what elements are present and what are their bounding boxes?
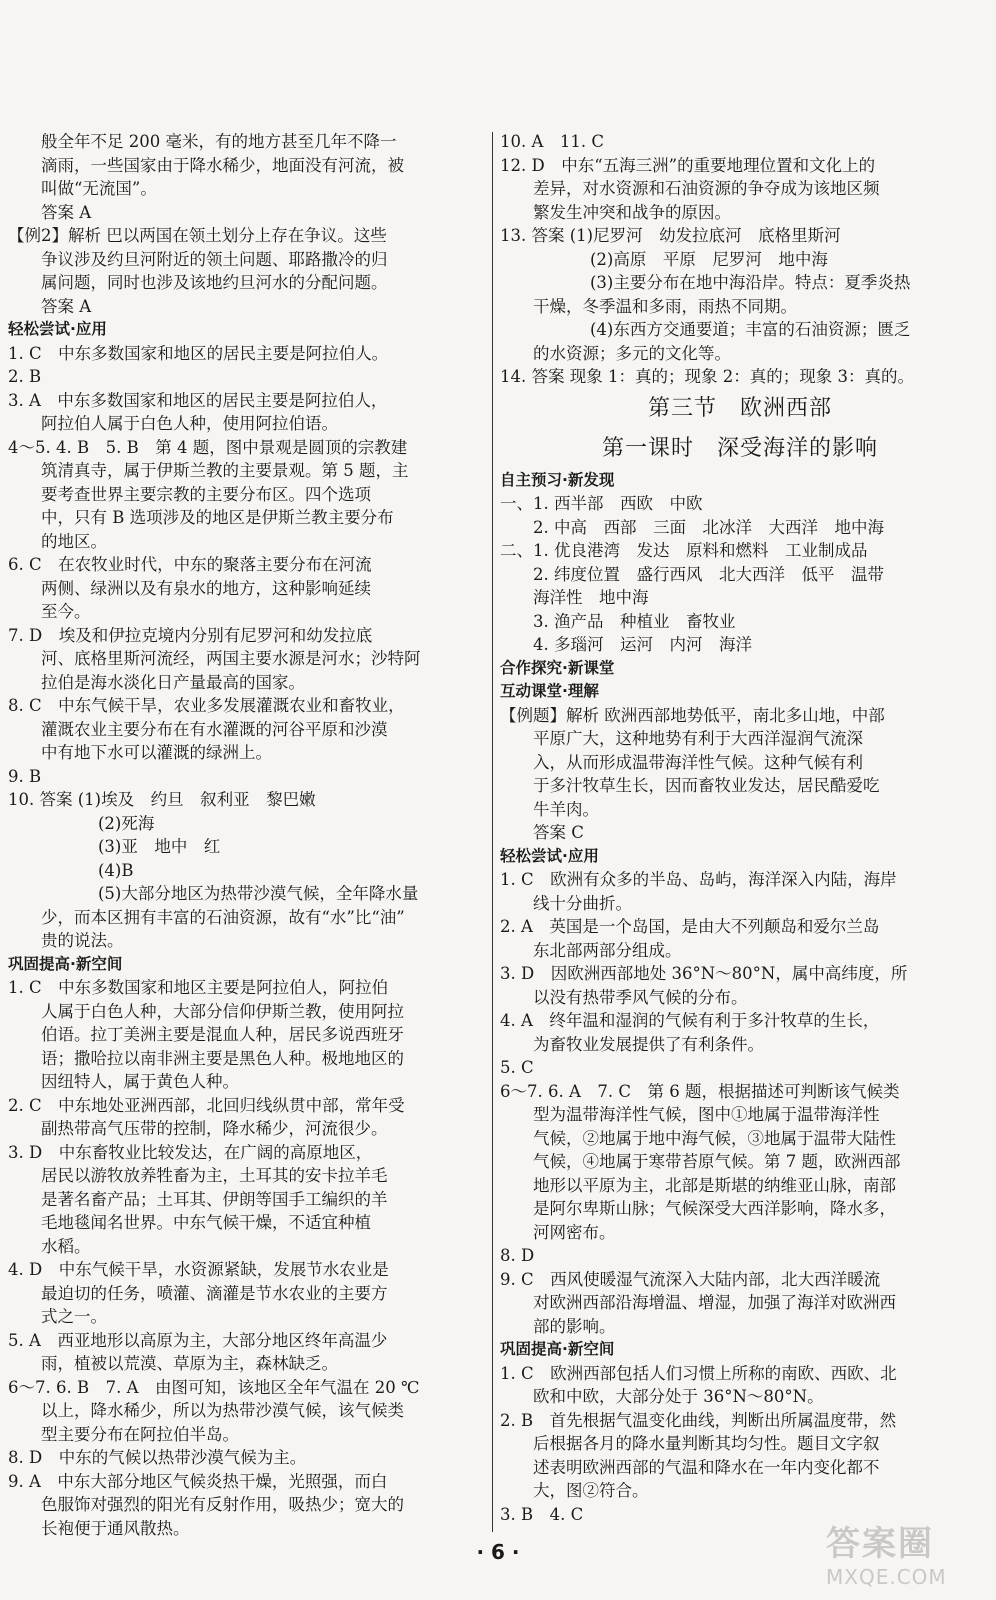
- text-line: 4. A 终年温和湿润的气候有利于多汁牧草的生长，: [500, 1011, 880, 1030]
- text-line: 2. B 首先根据气温变化曲线，判断出所属温度带，然: [500, 1410, 897, 1430]
- text-line: 贵的说法。: [41, 931, 124, 950]
- text-line: 入，从而形成温带海洋性气候。这种气候有利: [533, 752, 863, 772]
- section-heading: 巩固提高·新空间: [500, 1340, 615, 1358]
- section-title: 第三节 欧洲西部: [647, 395, 832, 421]
- text-line: 两侧、绿洲以及有泉水的地方，这种影响延续: [41, 578, 371, 598]
- text-line: 3. B 4. C: [500, 1504, 584, 1524]
- text-line: 答案 A: [41, 202, 92, 222]
- text-line: 于多汁牧草生长，因而畜牧业发达，居民酷爱吃: [533, 776, 880, 795]
- section-heading: 互动课堂·理解: [500, 682, 599, 700]
- text-line: 至今。: [41, 602, 91, 621]
- text-line: 灌溉农业主要分布在有水灌溉的河谷平原和沙漠: [41, 719, 388, 739]
- text-line: 1. C 欧洲西部包括人们习惯上所称的南欧、西欧、北: [500, 1363, 897, 1383]
- section-heading: 自主预习·新发现: [500, 470, 615, 489]
- left-column: [8, 130, 483, 1540]
- text-line: 型为温带海洋性气候，图中①地属于温带海洋性: [533, 1105, 880, 1124]
- text-line: 河网密布。: [533, 1222, 616, 1242]
- text-line: 干燥，冬季温和多雨，雨热不同期。: [533, 296, 797, 316]
- text-line: 海洋性 地中海: [533, 588, 649, 607]
- text-line: 7. D 埃及和伊拉克境内分别有尼罗河和幼发拉底: [8, 625, 373, 645]
- text-line: (2)高原 平原 尼罗河 地中海: [590, 249, 828, 269]
- text-line: 9. B: [8, 766, 42, 786]
- text-line: 气候，④地属于寒带苔原气候。第 7 题，欧洲西部: [533, 1152, 901, 1171]
- text-line: 平原广大，这种地势有利于大西洋湿润气流深: [533, 729, 863, 748]
- watermark-logo: [826, 1516, 976, 1589]
- text-line: 1. C 欧洲有众多的半岛、岛屿，海洋深入内陆，海岸: [500, 870, 897, 889]
- text-line: 副热带高气压带的控制，降水稀少，河流很少。: [41, 1119, 388, 1138]
- text-line: 东北部两部分组成。: [533, 940, 682, 960]
- text-line: 2. 纬度位置 盛行西风 北大西洋 低平 温带: [533, 564, 884, 584]
- text-line: 河、底格里斯河流经，两国主要水源是河水；沙特阿: [41, 649, 421, 668]
- text-line: 6～7. 6. B 7. A 由图可知，该地区全年气温在 20 ℃: [8, 1377, 420, 1397]
- text-line: 1. C 中东多数国家和地区的居民主要是阿拉伯人。: [8, 343, 389, 363]
- text-line: 筑清真寺，属于伊斯兰教的主要景观。第 5 题，主: [41, 461, 409, 480]
- text-line: 中，只有 B 选项涉及的地区是伊斯兰教主要分布: [41, 508, 394, 527]
- text-line: 10. 答案 (1)埃及 约旦 叙利亚 黎巴嫩: [8, 790, 316, 809]
- text-line: (5)大部分地区为热带沙漠气候，全年降水量: [98, 884, 419, 903]
- text-line: 的地区。: [41, 531, 107, 551]
- text-line: 3. D 因欧洲西部地处 36°N～80°N，属中高纬度，所: [500, 964, 908, 983]
- text-line: 的水资源；多元的文化等。: [533, 343, 731, 363]
- text-line: 要考查世界主要宗教的主要分布区。四个选项: [41, 484, 371, 504]
- text-line: 一、1. 西半部 西欧 中欧: [500, 494, 703, 513]
- text-line: 属问题，同时也涉及该地约旦河水的分配问题。: [41, 273, 388, 292]
- text-line: 对欧洲西部沿海增温、增湿，加强了海洋对欧洲西: [533, 1293, 896, 1312]
- text-line: 拉伯是海水淡化日产量最高的国家。: [41, 672, 305, 692]
- text-line: 12. D 中东“五海三洲”的重要地理位置和文化上的: [500, 155, 876, 175]
- text-line: 毛地毯闻名世界。中东气候干燥，不适宜种植: [41, 1213, 371, 1232]
- text-line: 9. C 西风使暖湿气流深入大陆内部，北大西洋暖流: [500, 1269, 881, 1289]
- text-line: 3. A 中东多数国家和地区的居民主要是阿拉伯人，: [8, 390, 388, 410]
- text-line: (2)死海: [98, 813, 155, 833]
- text-line: 2. B: [8, 367, 42, 386]
- section-heading: 轻松尝试·应用: [8, 320, 107, 338]
- text-line: 居民以游牧放养牲畜为主，土耳其的安卡拉羊毛: [41, 1166, 388, 1185]
- text-line: (3)主要分布在地中海沿岸。特点：夏季炎热: [590, 273, 911, 292]
- text-line: 色服饰对强烈的阳光有反射作用，吸热少；宽大的: [41, 1495, 404, 1514]
- text-line: 大，图②符合。: [533, 1481, 649, 1500]
- section-heading: 轻松尝试·应用: [500, 846, 599, 865]
- text-line: 10. A 11. C: [500, 132, 605, 151]
- text-line: 【例题】解析 欧洲西部地势低平，南北多山地，中部: [500, 705, 885, 725]
- text-line: 8. D: [500, 1246, 535, 1265]
- text-line: 5. A 西亚地形以高原为主，大部分地区终年高温少: [8, 1330, 388, 1350]
- text-line: 争议涉及约旦河附近的领土问题、耶路撒冷的归: [41, 249, 388, 269]
- text-line: 6. C 在农牧业时代，中东的聚落主要分布在河流: [8, 555, 372, 574]
- right-column: [500, 130, 980, 1526]
- text-line: (4)B: [98, 860, 134, 880]
- text-line: 部的影响。: [533, 1316, 616, 1336]
- text-line: 差异，对水资源和石油资源的争夺成为该地区频: [533, 179, 880, 198]
- watermark-bottom: MXQE.COM: [826, 1565, 947, 1589]
- page-number-value: 6: [491, 1540, 505, 1564]
- text-line: 二、1. 优良港湾 发达 原料和燃料 工业制成品: [500, 541, 868, 560]
- text-line: 中有地下水可以灌溉的绿洲上。: [41, 743, 272, 762]
- text-line: 因纽特人，属于黄色人种。: [41, 1072, 239, 1091]
- text-line: 2. A 英国是一个岛国，是由大不列颠岛和爱尔兰岛: [500, 917, 880, 936]
- column-divider: [492, 132, 493, 1532]
- text-line: 人属于白色人种，大部分信仰伊斯兰教，使用阿拉: [41, 1001, 404, 1021]
- text-line: 般全年不足 200 毫米，有的地方甚至几年不降一: [41, 132, 397, 151]
- text-line: 述表明欧洲西部的气温和降水在一年内变化都不: [533, 1457, 880, 1477]
- text-line: 【例2】解析 巴以两国在领土划分上存在争议。这些: [8, 226, 387, 245]
- text-line: 4. D 中东气候干旱，水资源紧缺，发展节水农业是: [8, 1260, 389, 1279]
- text-line: 叫做“无流国”。: [41, 179, 157, 198]
- text-line: 气候，②地属于地中海气候，③地属于温带大陆性: [533, 1128, 896, 1148]
- text-line: 5. C: [500, 1058, 534, 1077]
- text-line: 1. C 中东多数国家和地区主要是阿拉伯人，阿拉伯: [8, 978, 389, 997]
- watermark-top: 答案圈: [826, 1524, 934, 1564]
- text-line: 线十分曲折。: [533, 893, 632, 913]
- text-line: 以没有热带季风气候的分布。: [533, 987, 748, 1007]
- text-line: 欧和中欧，大部分处于 36°N～80°N。: [533, 1387, 824, 1406]
- text-line: 最迫切的任务，喷灌、滴灌是节水农业的主要方: [41, 1283, 388, 1303]
- text-line: 地形以平原为主，北部是斯堪的纳维亚山脉，南部: [533, 1175, 896, 1195]
- text-line: (3)亚 地中 红: [98, 837, 221, 856]
- section-heading: 巩固提高·新空间: [8, 954, 123, 973]
- text-line: 后根据各月的降水量判断其均匀性。题目文字叙: [533, 1434, 880, 1453]
- text-line: 型主要分布在阿拉伯半岛。: [41, 1424, 239, 1444]
- text-line: 长袍便于通风散热。: [41, 1518, 190, 1538]
- text-line: 4～5. 4. B 5. B 第 4 题，图中景观是圆顶的宗教建: [8, 437, 408, 457]
- section-title: 第一课时 深受海洋的影响: [601, 435, 878, 461]
- text-line: 是著名畜产品；土耳其、伊朗等国手工编织的羊: [41, 1189, 388, 1209]
- text-line: 8. D 中东的气候以热带沙漠气候为主。: [8, 1448, 307, 1467]
- text-line: 6～7. 6. A 7. C 第 6 题，根据描述可判断该气候类: [500, 1081, 900, 1101]
- text-line: 9. A 中东大部分地区气候炎热干燥，光照强，而白: [8, 1471, 388, 1491]
- text-line: 是阿尔卑斯山脉；气候深受大西洋影响，降水多，: [533, 1199, 896, 1218]
- text-line: 14. 答案 现象 1：真的；现象 2：真的；现象 3：真的。: [500, 367, 914, 386]
- text-line: 8. C 中东气候干旱，农业多发展灌溉农业和畜牧业，: [8, 696, 405, 715]
- text-line: 水稻。: [41, 1236, 91, 1256]
- text-line: 3. 渔产品 种植业 畜牧业: [533, 611, 736, 631]
- text-line: 伯语。拉丁美洲主要是混血人种，居民多说西班牙: [41, 1025, 404, 1044]
- text-line: 式之一。: [41, 1307, 107, 1326]
- text-line: 2. 中高 西部 三面 北冰洋 大西洋 地中海: [533, 517, 884, 537]
- text-line: 3. D 中东畜牧业比较发达，在广阔的高原地区，: [8, 1142, 373, 1162]
- section-heading: 合作探究·新课堂: [500, 658, 615, 677]
- text-line: 以上，降水稀少，所以为热带沙漠气候，该气候类: [41, 1401, 404, 1420]
- text-line: 阿拉伯人属于白色人种，使用阿拉伯语。: [41, 414, 338, 433]
- text-line: (4)东西方交通要道；丰富的石油资源；匮乏: [590, 320, 911, 339]
- text-line: 13. 答案 (1)尼罗河 幼发拉底河 底格里斯河: [500, 226, 841, 245]
- text-line: 答案 C: [533, 823, 584, 842]
- text-line: 雨，植被以荒漠、草原为主，森林缺乏。: [41, 1354, 338, 1373]
- text-line: 答案 A: [41, 296, 92, 316]
- text-line: 为畜牧业发展提供了有利条件。: [533, 1034, 764, 1054]
- text-line: 繁发生冲突和战争的原因。: [533, 202, 731, 222]
- text-line: 4. 多瑙河 运河 内河 海洋: [533, 635, 752, 654]
- text-line: 语；撒哈拉以南非洲主要是黑色人种。极地地区的: [41, 1048, 404, 1068]
- page-number: · 6 ·: [476, 1540, 520, 1564]
- text-line: 滴雨，一些国家由于降水稀少，地面没有河流，被: [41, 155, 404, 175]
- text-line: 少，而本区拥有丰富的石油资源，故有“水”比“油”: [41, 907, 405, 927]
- text-line: 2. C 中东地处亚洲西部，北回归线纵贯中部，常年受: [8, 1095, 405, 1115]
- text-line: 牛羊肉。: [533, 799, 599, 819]
